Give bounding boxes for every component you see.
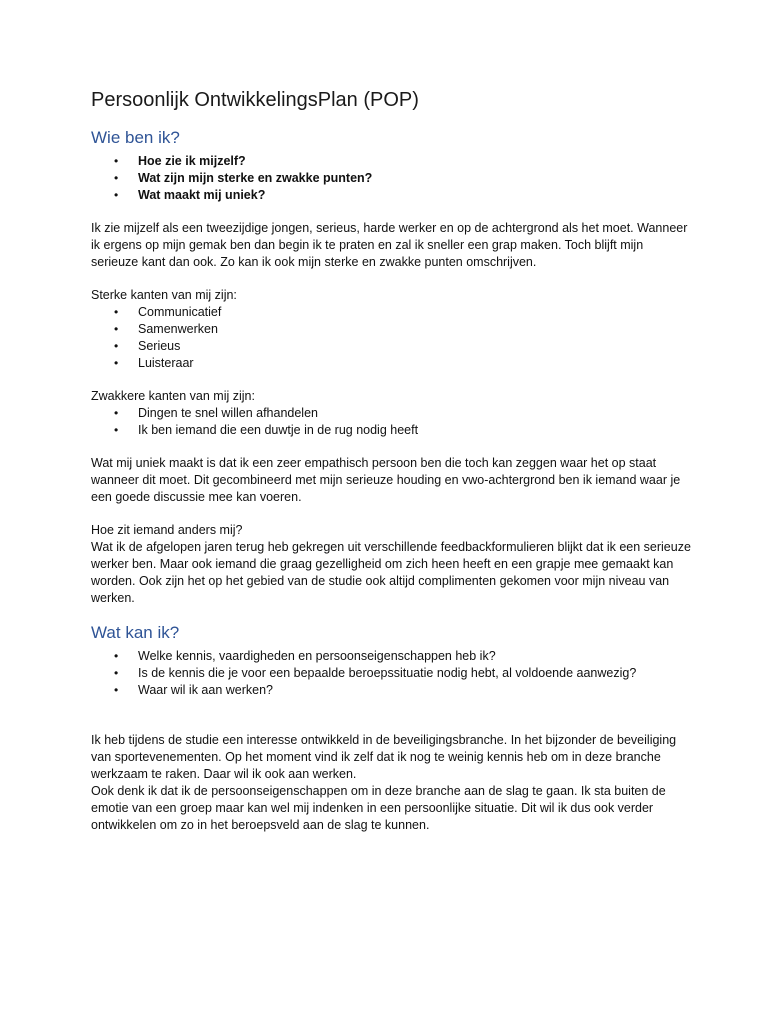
bullet-icon: •	[114, 154, 119, 168]
section-heading-wie-ben-ik: Wie ben ik?	[91, 128, 180, 147]
bullet-icon: •	[114, 322, 119, 336]
question-list-wat-kan-ik	[91, 648, 691, 699]
document-title: Persoonlijk OntwikkelingsPlan (POP)	[91, 89, 419, 111]
weaknesses-label: Zwakkere kanten van mij zijn:	[91, 389, 255, 403]
list-item: • Dingen te snel willen afhandelen	[114, 406, 318, 420]
bullet-icon: •	[114, 305, 119, 319]
bullet-icon: •	[114, 666, 119, 680]
intro-paragraph: Ik zie mijzelf als een tweezijdige jongen, serieus, harde werker en op de achtergrond als het moet. Wanneer ik ergens op mijn gemak ben dan begin ik te praten en zal ik sneller een grap maken. Toch blijft mijn serieuze kant dan ook. Zo kan ik ook mijn sterke en zwakke punten omschrijven.	[91, 221, 688, 269]
strengths-list	[91, 304, 691, 372]
others-label: Hoe zit iemand anders mij?	[91, 523, 243, 537]
unique-paragraph: Wat mij uniek maakt is dat ik een zeer empathisch persoon ben die toch kan zeggen waar het op staat wanneer dit moet. Dit gecombineerd met mijn serieuze houding en vwo-achtergrond ben ik iemand waar je een goede discussie mee kan voeren.	[91, 456, 681, 504]
others-paragraph: Wat ik de afgelopen jaren terug heb gekregen uit verschillende feedbackformulieren blijkt dat ik een serieuze werker ben. Maar ook iemand die graag gezelligheid om zich heen heeft en een grapje mee gemaakt kan worden. Ook zijn het op het gebied van de studie ook altijd complimenten gekomen voor mijn niveau van werken.	[91, 540, 691, 605]
strengths-label: Sterke kanten van mij zijn:	[91, 288, 237, 302]
bullet-icon: •	[114, 423, 119, 437]
list-item: • Wat zijn mijn sterke en zwakke punten?	[114, 171, 373, 185]
bullet-icon: •	[114, 683, 119, 697]
interest-paragraph: Ik heb tijdens de studie een interesse ontwikkeld in de beveiligingsbranche. In het bijzonder de beveiliging van sportevenementen. Op het moment vind ik zelf dat ik nog te weinig kennis heb om in deze branche werkzaam te raken. Daar wil ik ook aan werken.	[91, 733, 677, 781]
bullet-icon: •	[114, 339, 119, 353]
section-heading-wat-kan-ik: Wat kan ik?	[91, 623, 180, 642]
document-page	[91, 88, 691, 834]
list-item: • Welke kennis, vaardigheden en persoonseigenschappen heb ik?	[114, 649, 496, 663]
traits-paragraph: Ook denk ik dat ik de persoonseigenschappen om in deze branche aan de slag te gaan. Ik sta buiten de emotie van een groep maar kan wel mij indenken in een persoonlijke situatie. Dit wil ik dus ook verder ontwikkelen om zo in het beroepsveld aan de slag te kunnen.	[91, 784, 666, 832]
list-item: • Serieus	[114, 339, 181, 353]
list-item: • Ik ben iemand die een duwtje in de rug nodig heeft	[114, 423, 419, 437]
question-list-wie-ben-ik	[91, 153, 691, 204]
bullet-icon: •	[114, 171, 119, 185]
bullet-icon: •	[114, 649, 119, 663]
list-item: • Hoe zie ik mijzelf?	[114, 154, 246, 168]
bullet-icon: •	[114, 356, 119, 370]
list-item: • Is de kennis die je voor een bepaalde beroepssituatie nodig hebt, al voldoende aanwezig?	[114, 666, 637, 680]
list-item: • Waar wil ik aan werken?	[114, 683, 274, 697]
bullet-icon: •	[114, 188, 119, 202]
weaknesses-list	[91, 405, 691, 439]
list-item: • Luisteraar	[114, 356, 194, 370]
list-item: • Wat maakt mij uniek?	[114, 188, 266, 202]
list-item: • Samenwerken	[114, 322, 218, 336]
bullet-icon: •	[114, 406, 119, 420]
list-item: • Communicatief	[114, 305, 222, 319]
